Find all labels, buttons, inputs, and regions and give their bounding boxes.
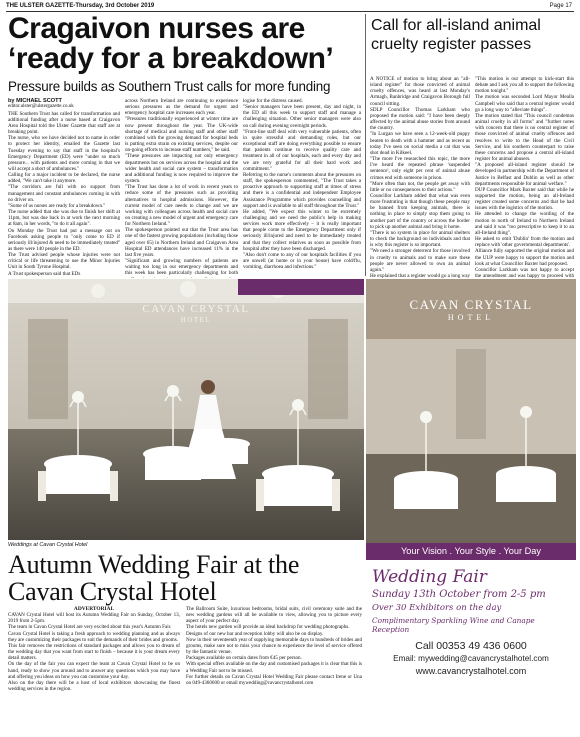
ad-title: Wedding Fair: [372, 567, 487, 587]
page-number: Page 17: [549, 3, 572, 9]
paragraph: Designs of our new bar and reception lobby will also be on display.: [186, 630, 324, 637]
paragraph: "There is no system in place for animal shelters to check the background on individuals and that is why this register is so important.: [370, 229, 470, 249]
paragraph: Also on the day there will be a host of local exhibitors showcasing the finest wedding services in the region.: [8, 679, 180, 693]
paragraph: THE Southern Trust has called for transformation and additional funding after a nurse based at Craigavon Area Hospital told the Ulster Gazette that staff are at breaking point.: [8, 110, 120, 136]
paragraph: logise for the distress caused.: [243, 98, 303, 104]
paragraph: "We need a stronger deterrent for those involved in cruelty to animals and to make sure these people are never allowed to own an animal again.": [370, 248, 470, 273]
autumn-headline: Autumn Wedding Fair at the Cavan Crystal Hotel: [8, 550, 300, 606]
paragraph: The Ballroom Suite, luxurious bedrooms, bridal suits, civil ceremony suite and the new wedding gardens will all be available to view, allowing you to picture every aspect of your perfect day.: [186, 606, 362, 625]
side-col-1: [370, 76, 470, 278]
paragraph: "Some of us nurses are ready for a breakdown.": [8, 202, 106, 209]
wedding-photo: [8, 279, 364, 540]
paragraph: With special offers available on the day and customised packages it is clear that this is a Wedding Fair not to be missed.: [186, 661, 362, 674]
paragraph: Councillor Larkham was not happy to accept the amendment and was happy to proceed with: [475, 266, 574, 278]
hotel-sign: CAVAN CRYSTAL: [142, 303, 250, 315]
paragraph: Referring to the nurse's comments about the pressures on staff, the spokesperson commented, "The Trust takes a proactive approach to supporting staff at times of stress and there is a confidential and independent Employee Assistance Programme which provides counselling and support and is available to all staff throughout the Trust.": [243, 171, 361, 209]
paragraph: "This motion is our attempt to kick-start this debate and I ask you all to support the following motion tonight.": [475, 76, 574, 95]
paragraph: The team in Cavan Crystal Hotel are very excited about this year's Autumn Fair.: [8, 624, 172, 631]
ad-photo: [366, 279, 576, 543]
paragraph: The nurse, who we have decided not to name in order to protect her identity, emailed the Gazette last Tuesday evening to say that staff in the hospital's Emergency Department (ED) were "under so much pressure... with patients and more coming in that we will accept a short of ambulances.": [8, 135, 120, 172]
paragraph: across Northern Ireland are continuing to experience serious pressures as the demand for urgent and emergency hospital care increases each year.: [125, 98, 238, 117]
masthead-date: THE ULSTER GAZETTE-Thursday, 3rd October 2019: [6, 3, 155, 9]
paragraph: SDLP Councillor Thomas Larkham who proposed the motion said: "I have been deeply affected by the animal abuse stories from around the country.: [370, 106, 470, 132]
ad-banner: Your Vision . Your Style . Your Day: [366, 543, 576, 560]
main-col-1: [8, 98, 120, 278]
main-col-3: [243, 98, 361, 278]
paragraph: The hotels new garden will provide an ideal backdrop for wedding photographs.: [186, 624, 350, 631]
paragraph: The nurse added that she was due to finish her shift at 11pm, but was due back in at work the next morning at 8am, in her words, "to do it all again".: [8, 209, 120, 228]
ad-website: www.cavancrystalhotel.com: [415, 666, 527, 676]
paragraph: CAVAN Crystal Hotel will host its Autumn Wedding Fair on Sunday, October 13, 2019 from 2-5pm.: [8, 612, 180, 625]
paragraph: He asked to omit 'Dublin' from the motion and replace with 'other governmental departments'.: [475, 236, 574, 249]
paragraph: Calling for a major incident to be declared, the nurse added, "We can't take it anymore.: [8, 172, 120, 185]
hotel-sign-sub: HOTEL: [180, 316, 212, 324]
byline: by MICHAEL SCOTT: [8, 98, 62, 104]
ad-logo-sub: HOTEL: [447, 313, 495, 322]
paragraph: "Senior managers have been present, day and night, in the ED all this week to support staff and manage a challenging situation. Other senior managers were also on call during evening overnight periods.: [243, 104, 361, 129]
ad-date: Sunday 13th October from 2-5 pm: [372, 589, 546, 600]
main-col-1-body: [8, 111, 120, 277]
ad-email: Email: mywedding@cavancrystalhotel.com: [393, 654, 549, 663]
paragraph: He explained that a register would go a long way: [370, 273, 470, 278]
paragraph: On the day of the fair you can expect the team at Cavan Crystal Hotel to be on hand, ready to show you around and to answer any questions which you may have and offering you ideas on how you can customise your day.: [8, 661, 180, 680]
paragraph: "More often than not, the people get away with little or no consequences to their actions.": [370, 180, 470, 193]
advertorial-label: ADVERTORIAL: [73, 606, 115, 612]
column-rule: [365, 14, 366, 276]
paragraph: A NOTICE of motion to bring about an "all-island register" for those convicted of animal cruelty offences, was heard at last Monday's Armagh, Banbridge and Craigavon Borough full council sitting.: [370, 76, 470, 107]
paragraph: "These pressures are impacting not only emergency departments but on services across the hospital and the wider health and social care system – transformation and additional funding is now required to improve the system.: [125, 153, 238, 185]
ad-contact: [368, 640, 574, 678]
paragraph: "A proposed all-island register should be developed in partnership with the Department of Justice in Belfast and Dublin as well as other departments responsible for animal welfare.": [475, 162, 574, 187]
paragraph: "The Trust has done a lot of work in recent years to reduce some of the pressures such as providing alternatives to hospital admissions. However, the current model of care needs to change and we are working with colleagues across health and social care on creating a new model of urgent and emergency care for Northern Ireland.": [125, 184, 238, 228]
paragraph: A Trust spokesperson said that EDs: [8, 270, 81, 277]
autumn-col-2: [186, 606, 362, 732]
paragraph: DUP Councillor Mark Baxter said that while he supported the motion, being an all-Ireland register created some concerns and that he had issues with the logistics of the motion.: [475, 186, 574, 212]
paragraph: The Trust advised people whose injuries were not critical or life threatening to use the Minor Injuries Unit in South Tyrone Hospital.: [8, 252, 120, 271]
paragraph: "Front-line staff deal with very vulnerable patients, often in quite stressful and demanding roles, but our exceptional staff are doing everything possible to ensure that patients continue to receive quality care and treatment in all of our hospitals, each and every day and we are very grateful for all their hard work and commitment.": [243, 128, 361, 172]
autumn-col-1-body: [8, 612, 180, 692]
paragraph: Packages available on certain dates from €45 per person.: [186, 655, 302, 662]
paragraph: "Also don't come to any of our hospitals facilities if you are unwell (at home or in your house) have cold/flu, vomiting, diarrhoea and infections.": [243, 251, 361, 271]
ad-exhibitors: Over 30 Exhibitors on the day: [372, 603, 502, 613]
ad-complimentary: Complimentary Sparkling Wine and Canape Reception: [372, 616, 535, 634]
autumn-col-1: [8, 606, 180, 732]
photo-caption: Weddings at Cavan Crystal Hotel: [8, 542, 88, 548]
paragraph: "The corridors are full with no support from management and constant ambulances coming in with no driver on.: [8, 184, 120, 203]
paragraph: The spokesperson pointed out that the Trust area has one of the fastest growing populations (including those aged over 65) in Northern Ireland and Craigavon Area Hospital ED attendances have increased 11% in the last five years.: [125, 227, 238, 258]
paragraph: For further details on Cavan Crystal Hotel Wedding Fair please contact Irene or Una on 049-4360600 or email mywedding@cavancrystalhotel.com: [186, 673, 362, 686]
paragraph: The motion was seconded Lord Mayor Mealla Campbell who said that a central register would go a long way to "alleviate things".: [475, 94, 574, 113]
paragraph: Cavan Crystal Hotel is taking a fresh approach to wedding planning and as always they are customizing their packages to suit the demands of their brides and grooms.: [8, 630, 180, 643]
main-headline: Cragaivon nurses are ‘ready for a breakdown’: [8, 12, 334, 75]
ad-logo-main: CAVAN CRYSTAL: [409, 297, 533, 312]
side-headline: Call for all-island animal cruelty register passes: [371, 17, 541, 53]
paragraph: Councillor Larkham added that what was even more frustrating is that though these people may be banned from keeping animals, there is nothing in place to simply stop them going to another part of the country or across the border to pick up another animal and bring it home.: [370, 192, 470, 230]
paragraph: Now in their seventeenth year of supplying memorable days to hundreds of brides and grooms, make sure not to miss your chance to experience the level of service offered by the fantastic venue.: [186, 636, 362, 656]
paragraph: He attended to change the wording of the motion to north of Ireland to Northern Ireland and said it was "too prescriptive to keep it to an all-Ireland thing".: [475, 211, 574, 236]
paragraph: "Significant and growing numbers of patients are waiting too long in our emergency departments and this week has been particularly challenging for both: [125, 258, 238, 277]
main-col-2: [125, 98, 238, 278]
paragraph: This fair removes the restrictions of standard packages and allows you to dream of the wedding day that you want from start to finish – because it is your dream every detail matters.: [8, 642, 180, 662]
paragraph: "The more I've researched this topic, the more I've heard the repeated phrase 'suspended sentence', only eight per cent of animal abuse crimes end with someone in prison.: [370, 156, 470, 181]
paragraph: The motion stated that "This council condemns animal cruelty in all forms" and "further notes with concern that there is no central register of those convicted of animal cruelty offences and resolves to write to the Head of the Civil Service, and his southern counterpart to raise these concerns and propose a central all-island register for animal abusers.: [475, 112, 574, 163]
paragraph: "In Lurgan we have seen a 12-week-old puppy beaten to death with a hammer and as recent as today I've seen on social media a cat that was shot dead in Kilkeel.: [370, 131, 470, 156]
paragraph: He added, "We expect this winter to be extremely challenging and we need the public's help in making services work more effectively – it is really important that people come to the Emergency Department only if seriously ill/injured and need to be immediately treated and that they collect relatives as soon as possible from hospital after they have been discharged.: [243, 208, 361, 252]
paragraph: On Monday the Trust had put a message out on Facebook asking people to "only come to ED if seriously ill/injured & need to be immediately treated" as there were 140 people in the ED.: [8, 227, 120, 252]
paragraph: Alliance fully supported the original motion and the UUP were happy to support the motion and look at what Councillor Baxter had proposed.: [475, 248, 574, 267]
paragraph: "Pressures traditionally experienced at winter time are now present throughout the year. The UK-wide shortage of medical and nursing staff and other staff combined with the growing demand for hospital beds is putting extra strain on existing services, despite our on-going efforts to increase staff numbers," he said.: [125, 116, 238, 154]
ad-phone: Call 00353 49 436 0600: [415, 640, 527, 652]
side-col-2: [475, 76, 574, 278]
main-subhead: Pressure builds as Southern Trust calls for more funding: [8, 79, 331, 94]
byline-email: editor.ulster@ulstergazette.co.uk: [8, 104, 74, 110]
